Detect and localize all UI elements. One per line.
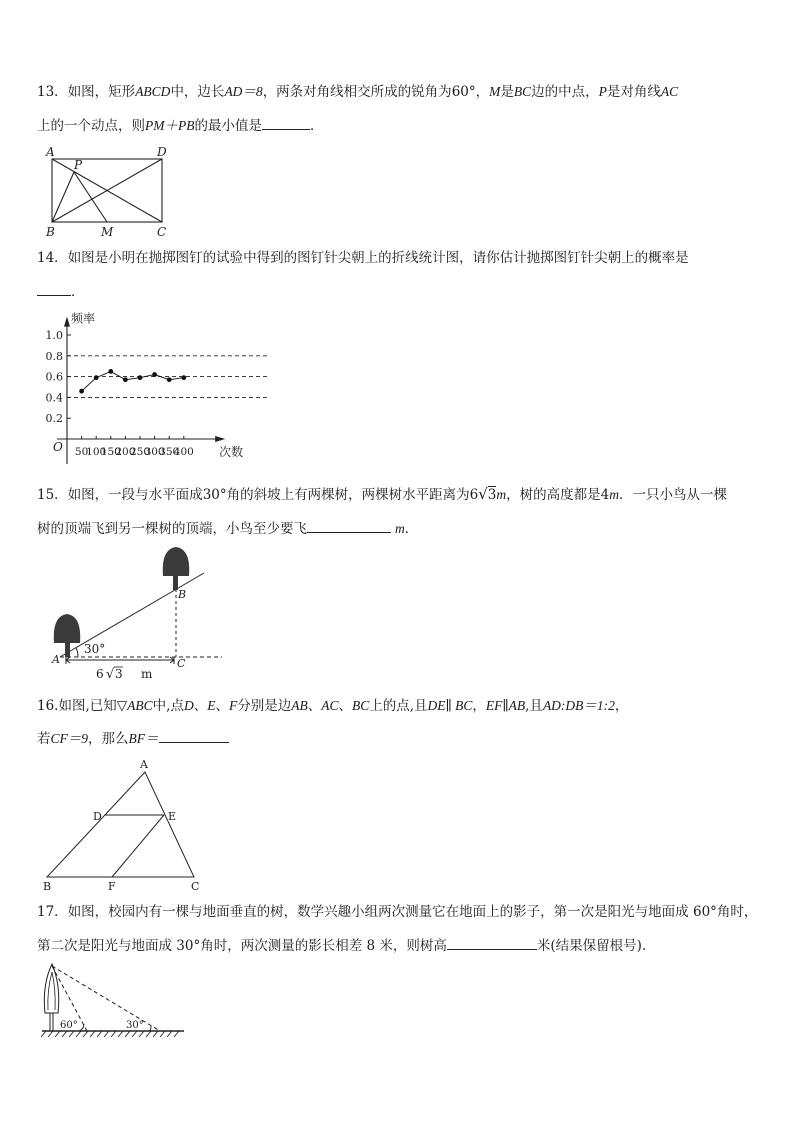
q17-tree-crown [44, 964, 58, 1013]
y-axis-label: 频率 [71, 311, 96, 326]
q15-line2: 树的顶端飞到另一棵树的顶端，小鸟至少要飞 m． [37, 518, 418, 539]
x-tick-label: 400 [173, 446, 194, 458]
q15-label-b: B [178, 588, 187, 601]
svg-text:√: √ [106, 667, 115, 682]
q16-label-f: F [108, 880, 116, 893]
q15-label-angle: 30° [84, 642, 106, 656]
q16-line2: 若CF＝9，那么BF＝ [37, 728, 229, 749]
q14-line1: 14．如图是小明在抛掷图钉的试验中得到的图钉针尖朝上的折线统计图，请你估计抛掷图钉针尖朝上的概率是 [37, 250, 689, 266]
q15-label-dist-rad: 3 [115, 667, 123, 681]
y-tick-label: 0.6 [45, 370, 63, 384]
q15-label-dist-coef: 6 [96, 667, 104, 681]
q16-label-a: A [140, 758, 148, 771]
q17-label-30: 30° [126, 1020, 144, 1031]
y-tick-label: 0.8 [45, 349, 63, 363]
y-tick-label: 0.4 [45, 391, 63, 405]
x-tick-label: 200 [115, 446, 136, 458]
x-tick-label: 150 [100, 446, 121, 458]
q13-line1: 13．如图，矩形ABCD中，边长AD＝8，两条对角线相交所成的锐角为60°，M是BC边的中点，P是对角线AC [37, 84, 679, 100]
q13-label-b: B [46, 225, 55, 239]
q15-label-c: C [177, 657, 186, 670]
q13-label-c: C [157, 225, 167, 239]
q15-line1: 15．如图，一段与水平面成30°角的斜坡上有两棵树，两棵树水平距离为6√3m，树的高度都是4m．一只小鸟从一棵 [37, 485, 727, 503]
q16-label-d: D [93, 810, 102, 823]
x-tick-label: 50 [74, 446, 89, 458]
q13-label-p: P [74, 158, 83, 172]
x-axis-label: 次数 [219, 445, 244, 459]
x-tick-label: 350 [159, 446, 180, 458]
q17-label-60: 60° [60, 1020, 78, 1031]
q15-label-a: A [52, 653, 60, 666]
q13-line2: 上的一个动点，则PM＋PB的最小值是 ． [37, 115, 324, 136]
q16-line1: 16.如图,已知▽ABC中,点D、E、F分别是边AB、AC、BC上的点,且DE∥ BC，EF∥AB,且AD:DB＝1:2， [37, 698, 629, 714]
q13-label-a: A [46, 145, 55, 159]
q14-line2: ． [37, 281, 85, 302]
y-tick-label: 1.0 [45, 329, 63, 342]
x-tick-label: 100 [86, 446, 107, 458]
q16-label-b: B [43, 880, 52, 893]
q17-line2: 第二次是阳光与地面成 30°角时，两次测量的影长相差 8 米，则树高 米(结果保留根号). [37, 935, 646, 956]
q17-line1: 17．如图，校园内有一棵与地面垂直的树，数学兴趣小组两次测量它在地面上的影子，第一次是阳光与地面成 60°角时， [37, 904, 758, 920]
x-tick-label: 300 [144, 446, 165, 458]
x-tick-label: 250 [129, 446, 151, 458]
y-tick-label: 0.2 [45, 412, 63, 426]
q16-label-c: C [191, 880, 200, 893]
q13-label-d: D [157, 145, 167, 159]
q15-label-dist-unit: m [141, 667, 153, 681]
q13-label-m: M [101, 225, 114, 239]
q16-label-e: E [168, 810, 177, 823]
origin-label: O [53, 440, 63, 454]
